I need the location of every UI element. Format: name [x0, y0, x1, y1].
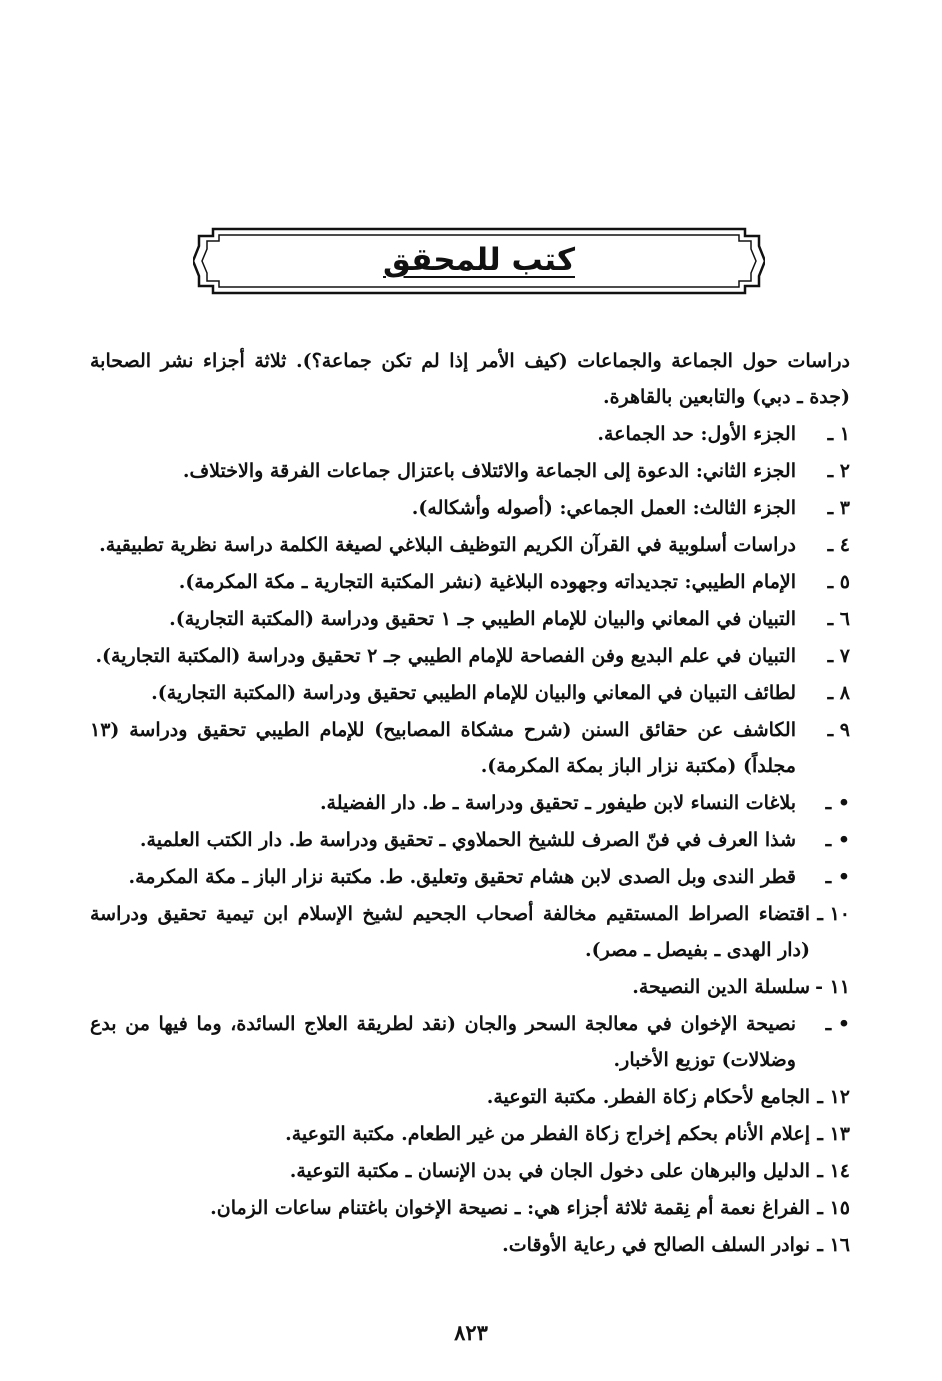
list-item — [90, 822, 850, 858]
item-marker: ١ ـ — [827, 423, 850, 445]
page-title: كتب للمحقق — [383, 242, 575, 278]
item-text: شذا العرف في فنّ الصرف للشيخ الحملاوي ـ تحقيق ودراسة ط. دار الكتب العلمية. — [139, 829, 796, 851]
list-item — [90, 601, 850, 637]
item-text: نصيحة الإخوان في معالجة السحر والجان (نقد لطريقة العلاج السائدة، وما فيها من بدع وضلالات) توزيع الأخبار. — [90, 1013, 796, 1071]
item-marker: ٩ ـ — [827, 719, 850, 741]
bullet-marker: • ـ — [825, 1013, 850, 1035]
item-text: اقتضاء الصراط المستقيم مخالفة أصحاب الجحيم لشيخ الإسلام ابن تيمية تحقيق ودراسة (دار الهدى ـ بفيصل ـ مصر). — [90, 903, 810, 961]
item-text: التبيان في علم البديع وفن الفصاحة للإمام الطيبي جـ ٢ تحقيق ودراسة (المكتبة التجارية). — [95, 645, 796, 667]
item-marker: ٦ ـ — [827, 608, 850, 630]
item-marker: ١٥ ـ — [817, 1197, 850, 1219]
item-text: الكاشف عن حقائق السنن (شرح مشكاة المصابيح) للإمام الطيبي تحقيق ودراسة (١٣ مجلداً) (مكتبة نزار الباز بمكة المكرمة). — [90, 719, 796, 777]
list-item — [90, 785, 850, 821]
list-item — [90, 969, 850, 1005]
item-marker: ١١ - — [815, 976, 850, 998]
item-marker: ١٤ ـ — [817, 1160, 850, 1182]
list-item — [90, 490, 850, 526]
item-marker: ١٣ ـ — [817, 1123, 850, 1145]
list-item — [90, 1227, 850, 1263]
list-item — [90, 675, 850, 711]
item-text: التبيان في المعاني والبيان للإمام الطيبي جـ ١ تحقيق ودراسة (المكتبة التجارية). — [169, 608, 796, 630]
item-marker: ٥ ـ — [827, 571, 850, 593]
list-item — [90, 896, 850, 968]
bullet-marker: • ـ — [825, 866, 850, 888]
list-item — [90, 1190, 850, 1226]
list-item — [90, 1079, 850, 1115]
item-text: الإمام الطيبي: تجديداته وجهوده البلاغية (نشر المكتبة التجارية ـ مكة المكرمة). — [178, 571, 796, 593]
list-item — [90, 712, 850, 784]
list-item — [90, 1153, 850, 1189]
item-marker: ١٠ ـ — [817, 903, 850, 925]
item-text: نوادر السلف الصالح في رعاية الأوقات. — [502, 1234, 810, 1256]
intro-paragraph: دراسات حول الجماعة والجماعات (كيف الأمر إذا لم تكن جماعة؟). ثلاثة أجزاء نشر الصحابة (جدة ـ دبي) والتابعين بالقاهرة. — [90, 350, 850, 408]
item-text: الفراغ نعمة أم نِقمة ثلاثة أجزاء هي: ـ نصيحة الإخوان باغتنام ساعات الزمان. — [210, 1197, 810, 1219]
item-marker: ٨ ـ — [827, 682, 850, 704]
list-item — [90, 638, 850, 674]
list-item — [90, 527, 850, 563]
item-marker: ٤ ـ — [827, 534, 850, 556]
bullet-marker: • ـ — [825, 829, 850, 851]
item-marker: ١٢ ـ — [817, 1086, 850, 1108]
item-text: دراسات أسلوبية في القرآن الكريم التوظيف البلاغي لصيغة الكلمة دراسة نظرية تطبيقية. — [99, 534, 796, 556]
list-item — [90, 1006, 850, 1078]
item-text: قطر الندى وبل الصدى لابن هشام تحقيق وتعليق. ط. مكتبة نزار الباز ـ مكة المكرمة. — [128, 866, 796, 888]
item-text: الدليل والبرهان على دخول الجان في بدن الإنسان ـ مكتبة التوعية. — [289, 1160, 810, 1182]
page-number: ٨٢٣ — [454, 1320, 488, 1345]
item-marker: ٧ ـ — [827, 645, 850, 667]
list-item — [90, 564, 850, 600]
item-text: سلسلة الدين النصيحة. — [632, 976, 810, 998]
item-text: إعلام الأنام بحكم إخراج زكاة الفطر من غير الطعام. مكتبة التوعية. — [285, 1123, 810, 1145]
item-marker: ١٦ ـ — [817, 1234, 850, 1256]
title-frame — [193, 226, 765, 296]
list-item — [90, 859, 850, 895]
bullet-marker: • ـ — [825, 792, 850, 814]
list-item — [90, 416, 850, 452]
item-marker: ٢ ـ — [827, 460, 850, 482]
list-item — [90, 1116, 850, 1152]
item-text: لطائف التبيان في المعاني والبيان للإمام الطيبي تحقيق ودراسة (المكتبة التجارية). — [151, 682, 796, 704]
item-text: الجزء الأول: حد الجماعة. — [597, 423, 796, 445]
item-marker: ٣ ـ — [827, 497, 850, 519]
item-text: الجامع لأحكام زكاة الفطر. مكتبة التوعية. — [486, 1086, 810, 1108]
item-text: الجزء الثالث: العمل الجماعي: (أصوله وأشكاله). — [411, 497, 796, 519]
item-text: الجزء الثاني: الدعوة إلى الجماعة والائتلاف باعتزال جماعات الفرقة والاختلاف. — [182, 460, 796, 482]
list-item — [90, 453, 850, 489]
book-list — [90, 343, 850, 1264]
item-text: بلاغات النساء لابن طيفور ـ تحقيق ودراسة ـ ط. دار الفضيلة. — [319, 792, 796, 814]
